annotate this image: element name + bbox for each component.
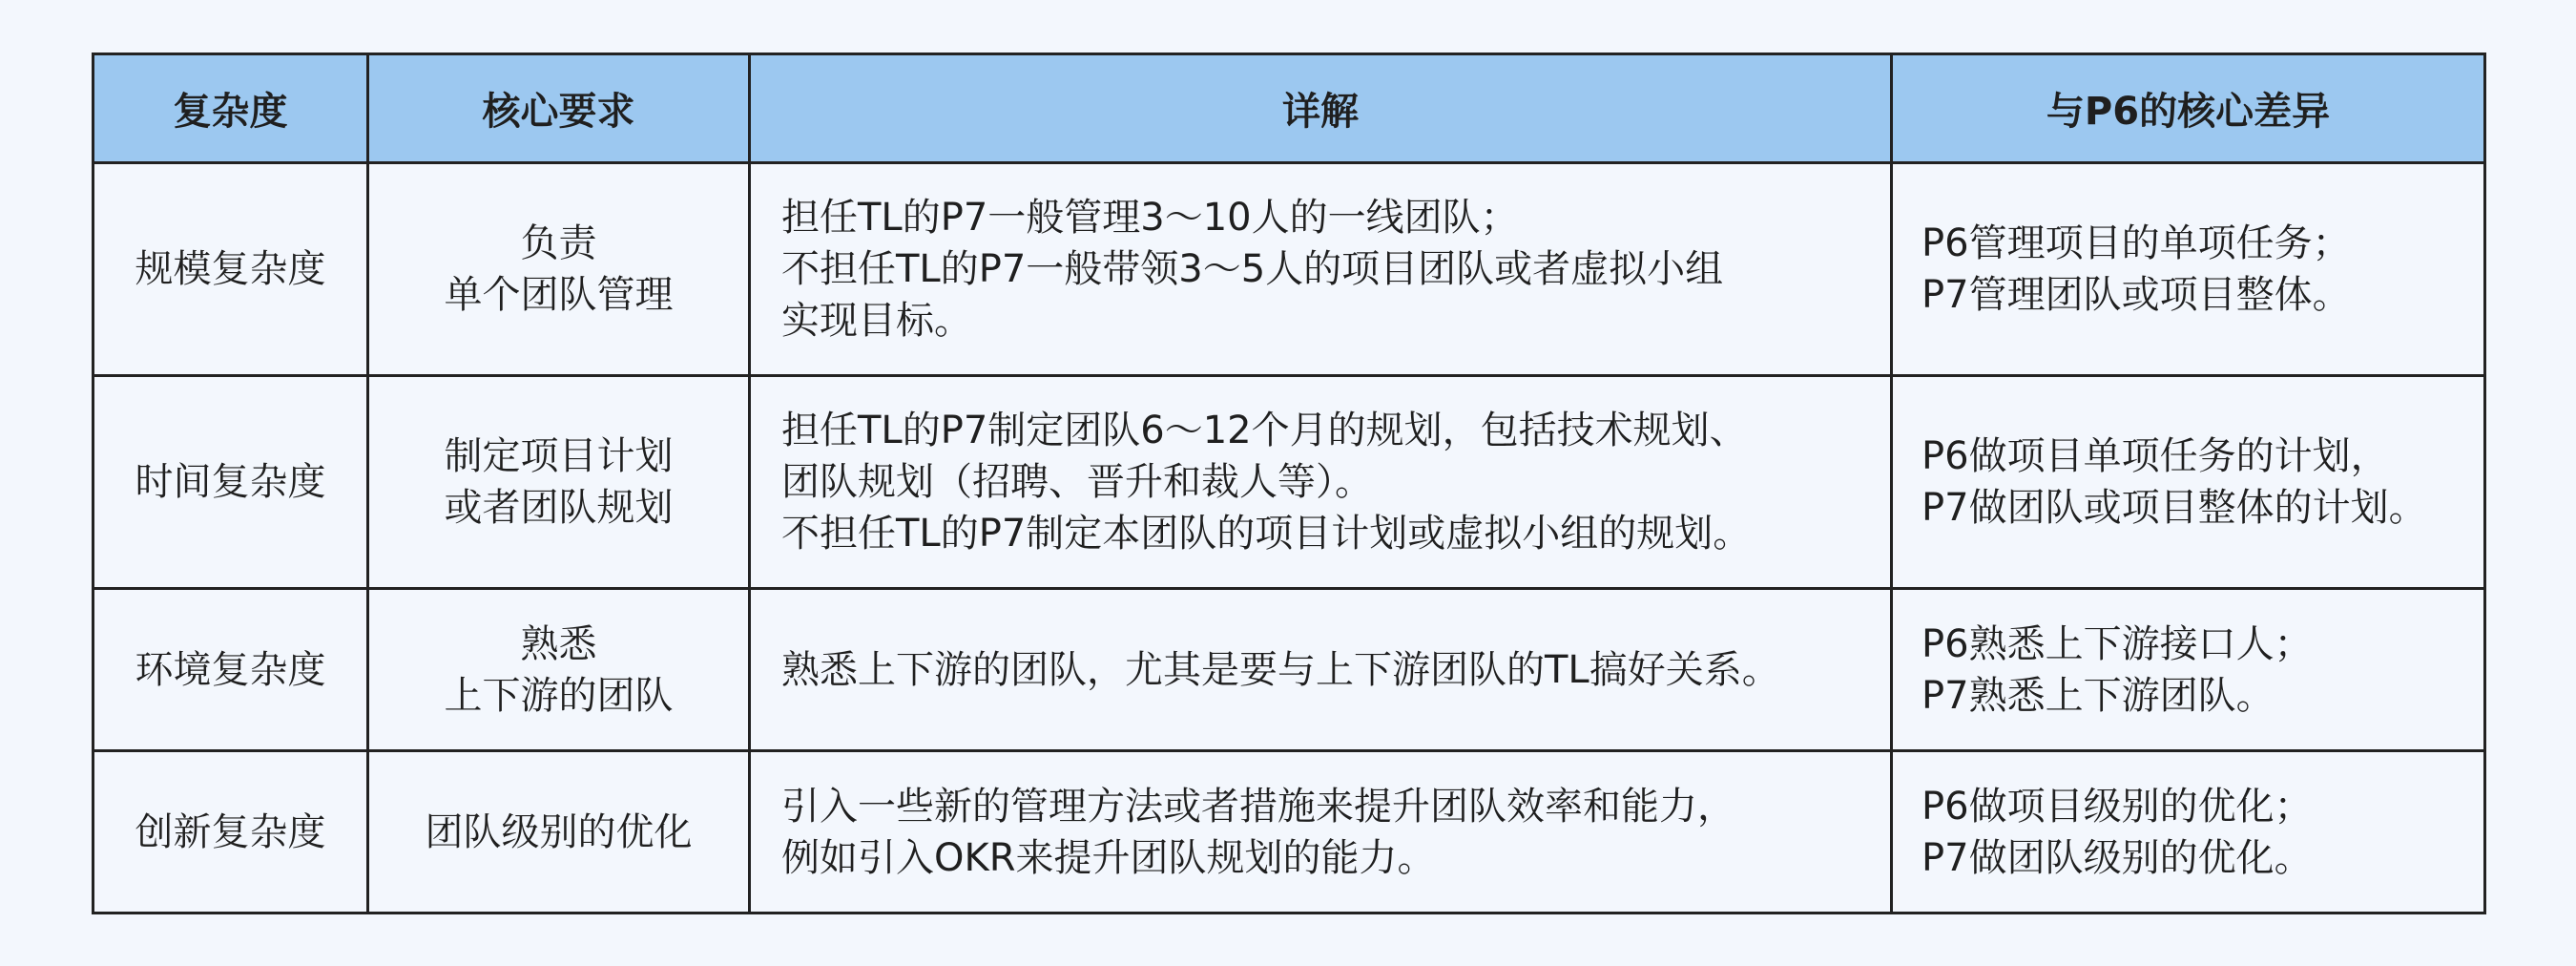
header-detail: 详解: [750, 54, 1892, 163]
cell-line: 上下游的团队: [444, 673, 674, 718]
cell-line: P6做项目单项任务的计划，: [1922, 434, 2389, 478]
cell-requirement: [368, 376, 750, 589]
complexity-table: [92, 52, 2486, 914]
table-row: [93, 376, 2485, 589]
cell-complexity: 创新复杂度: [93, 751, 368, 914]
cell-diff: [1892, 751, 2485, 914]
cell-line: 担任TL的P7一般管理3～10人的一线团队；: [781, 196, 1519, 240]
cell-detail: [750, 376, 1892, 589]
cell-line: 熟悉上下游的团队，尤其是要与上下游团队的TL搞好关系。: [781, 647, 1780, 692]
cell-line: 制定项目计划: [444, 434, 674, 478]
cell-diff: [1892, 376, 2485, 589]
cell-line: P7做团队或项目整体的计划。: [1922, 486, 2427, 530]
cell-requirement: [368, 751, 750, 914]
cell-requirement: [368, 589, 750, 751]
table-row: [93, 751, 2485, 914]
cell-line: P6做项目级别的优化；: [1922, 784, 2313, 829]
cell-line: 团队级别的优化: [425, 809, 693, 854]
header-core-requirement: 核心要求: [368, 54, 750, 163]
cell-complexity: 时间复杂度: [93, 376, 368, 589]
cell-detail: [750, 751, 1892, 914]
cell-line: 单个团队管理: [444, 273, 674, 317]
header-complexity: 复杂度: [93, 54, 368, 163]
cell-detail: [750, 589, 1892, 751]
table-header-row: [93, 54, 2485, 163]
cell-line: P6熟悉上下游接口人；: [1922, 621, 2313, 666]
cell-line: 引入一些新的管理方法或者措施来提升团队效率和能力，: [781, 784, 1735, 829]
cell-line: P7做团队级别的优化。: [1922, 835, 2313, 880]
cell-requirement: [368, 163, 750, 376]
table-row: [93, 589, 2485, 751]
cell-line: 不担任TL的P7一般带领3～5人的项目团队或者虚拟小组: [781, 247, 1724, 291]
table-row: [93, 163, 2485, 376]
cell-line: P7管理团队或项目整体。: [1922, 273, 2351, 317]
cell-line: 例如引入OKR来提升团队规划的能力。: [781, 835, 1436, 880]
cell-line: 熟悉: [520, 621, 597, 666]
cell-detail: [750, 163, 1892, 376]
cell-diff: [1892, 163, 2485, 376]
cell-line: P6管理项目的单项任务；: [1922, 221, 2351, 265]
complexity-table-container: [92, 52, 2483, 914]
cell-line: 实现目标。: [781, 299, 972, 343]
cell-complexity: 环境复杂度: [93, 589, 368, 751]
cell-complexity: 规模复杂度: [93, 163, 368, 376]
cell-line: 不担任TL的P7制定本团队的项目计划或虚拟小组的规划。: [781, 512, 1752, 556]
cell-line: 团队规划（招聘、晋升和裁人等）。: [781, 460, 1373, 504]
cell-line: P7熟悉上下游团队。: [1922, 673, 2275, 718]
cell-line: 负责: [520, 221, 597, 265]
cell-diff: [1892, 589, 2485, 751]
header-diff-from-p6: 与P6的核心差异: [1892, 54, 2485, 163]
cell-line: 或者团队规划: [444, 486, 674, 530]
cell-line: 担任TL的P7制定团队6～12个月的规划，包括技术规划、: [781, 409, 1748, 452]
